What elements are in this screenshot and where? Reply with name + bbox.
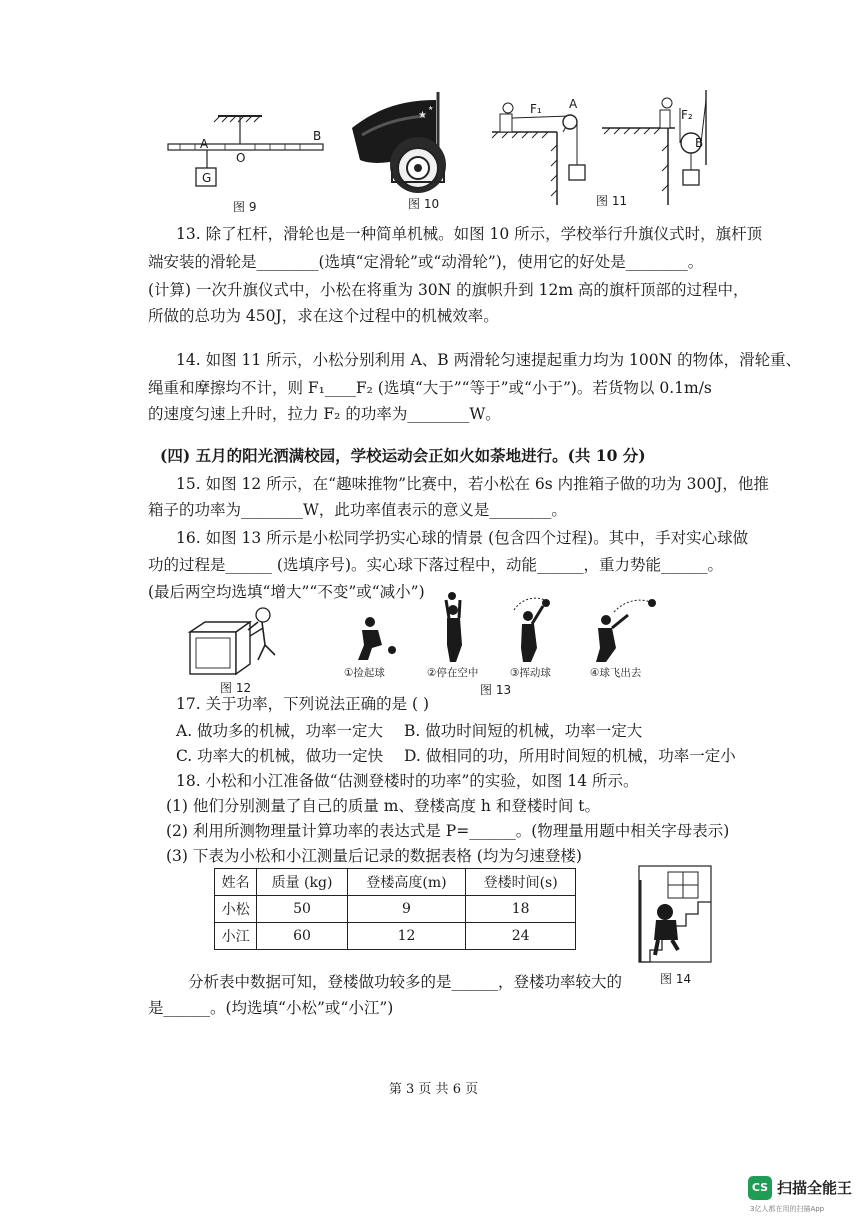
q18-line1: 18. 小松和小江准备做“估测登楼时的功率”的实验，如图 14 所示。 — [176, 772, 639, 790]
q18-after-line1: 分析表中数据可知，登楼做功较多的是______，登楼功率较大的 — [188, 973, 623, 991]
q16-line3: (最后两空均选填“增大”“不变”或“减小”) — [148, 583, 425, 601]
label-b: B — [695, 136, 704, 150]
svg-text:★: ★ — [418, 110, 427, 121]
table-cell: 小江 — [215, 923, 257, 950]
table-header: 姓名 — [215, 869, 257, 896]
figure-9-caption: 图 9 — [233, 200, 257, 214]
fig13-step-4: ④球飞出去 — [590, 667, 642, 679]
q13-line3: (计算) 一次升旗仪式中，小松在将重为 30N 的旗帜升到 12m 高的旗杆顶部的过程中， — [148, 281, 749, 299]
q14-line2: 绳重和摩擦均不计，则 F₁____F₂ (选填“大于”“等于”或“小于”)。若货物以 0.1m/s — [148, 379, 712, 397]
fig13-step-1: ①捡起球 — [344, 667, 385, 679]
q18-sub1: (1) 他们分别测量了自己的质量 m、登楼高度 h 和登楼时间 t。 — [166, 797, 601, 815]
section-4-heading: (四) 五月的阳光洒满校园，学校运动会正如火如荼地进行。(共 10 分) — [160, 446, 646, 465]
q17-line1: 17. 关于功率，下列说法正确的是 ( ) — [176, 695, 430, 713]
q15-line1: 15. 如图 12 所示，在“趣味推物”比赛中，若小松在 6s 内推箱子做的功为 300J，他推 — [176, 475, 769, 493]
table-header: 登楼高度(m) — [347, 869, 466, 896]
figure-10-caption: 图 10 — [408, 197, 440, 211]
camscanner-logo-icon: CS — [748, 1176, 772, 1200]
watermark-tagline: 3亿人都在用的扫描App — [750, 1205, 825, 1213]
fig13-step-3: ③挥动球 — [510, 667, 551, 679]
q16-line1: 16. 如图 13 所示是小松同学扔实心球的情景 (包含四个过程)。其中，手对实心球做 — [176, 529, 749, 547]
q13-line2: 端安装的滑轮是________(选填“定滑轮”或“动滑轮”)，使用它的好处是________。 — [148, 253, 704, 271]
figure-13-caption: 图 13 — [480, 683, 512, 697]
label-o: O — [236, 151, 246, 165]
q14-line1: 14. 如图 11 所示，小松分别利用 A、B 两滑轮匀速提起重力均为 100N 的物体，滑轮重、 — [176, 351, 802, 369]
page-number: 第 3 页 共 6 页 — [388, 1082, 479, 1097]
figure-11-caption: 图 11 — [596, 194, 628, 208]
label-g: G — [202, 171, 212, 185]
q17-option-d: D. 做相同的功，所用时间短的机械，功率一定小 — [404, 747, 736, 765]
label-a: A — [569, 97, 578, 111]
table-cell: 18 — [466, 896, 576, 923]
q15-line2: 箱子的功率为________W，此功率值表示的意义是________。 — [148, 501, 567, 519]
label-f2: F₂ — [681, 108, 693, 122]
q13-line1: 13. 除了杠杆，滑轮也是一种简单机械。如图 10 所示，学校举行升旗仪式时，旗杆顶 — [176, 225, 763, 243]
q17-option-c: C. 功率大的机械，做功一定快 — [176, 747, 384, 765]
q17-option-a: A. 做功多的机械，功率一定大 — [176, 722, 384, 740]
svg-text:★: ★ — [428, 105, 434, 112]
watermark-name: 扫描全能王 — [777, 1179, 853, 1197]
table-cell: 小松 — [215, 896, 257, 923]
q18-sub3: (3) 下表为小松和小江测量后记录的数据表格 (均为匀速登楼) — [166, 847, 582, 865]
label-b: B — [313, 129, 322, 143]
q18-after-line2: 是______。(均选填“小松”或“小江”) — [148, 999, 394, 1017]
table-cell: 60 — [257, 923, 347, 950]
table-cell: 9 — [347, 896, 466, 923]
camscanner-watermark — [748, 1174, 863, 1220]
q16-line2: 功的过程是______ (选填序号)。实心球下落过程中，动能______，重力势能______。 — [148, 556, 724, 574]
figure-12-caption: 图 12 — [220, 681, 252, 695]
table-header: 质量 (kg) — [257, 869, 347, 896]
q18-sub2: (2) 利用所测物理量计算功率的表达式是 P=______。(物理量用题中相关字母表示) — [166, 822, 730, 840]
table-cell: 12 — [347, 923, 466, 950]
q13-line4: 所做的总功为 450J，求在这个过程中的机械效率。 — [148, 307, 499, 325]
label-f1: F₁ — [530, 102, 542, 116]
label-a: A — [200, 137, 209, 151]
q17-option-b: B. 做功时间短的机械，功率一定大 — [404, 722, 643, 740]
figure-14-caption: 图 14 — [660, 972, 692, 986]
q14-line3: 的速度匀速上升时，拉力 F₂ 的功率为________W。 — [148, 405, 501, 423]
table-cell: 24 — [466, 923, 576, 950]
fig13-step-2: ②停在空中 — [427, 667, 479, 679]
table-header: 登楼时间(s) — [466, 869, 576, 896]
table-cell: 50 — [257, 896, 347, 923]
